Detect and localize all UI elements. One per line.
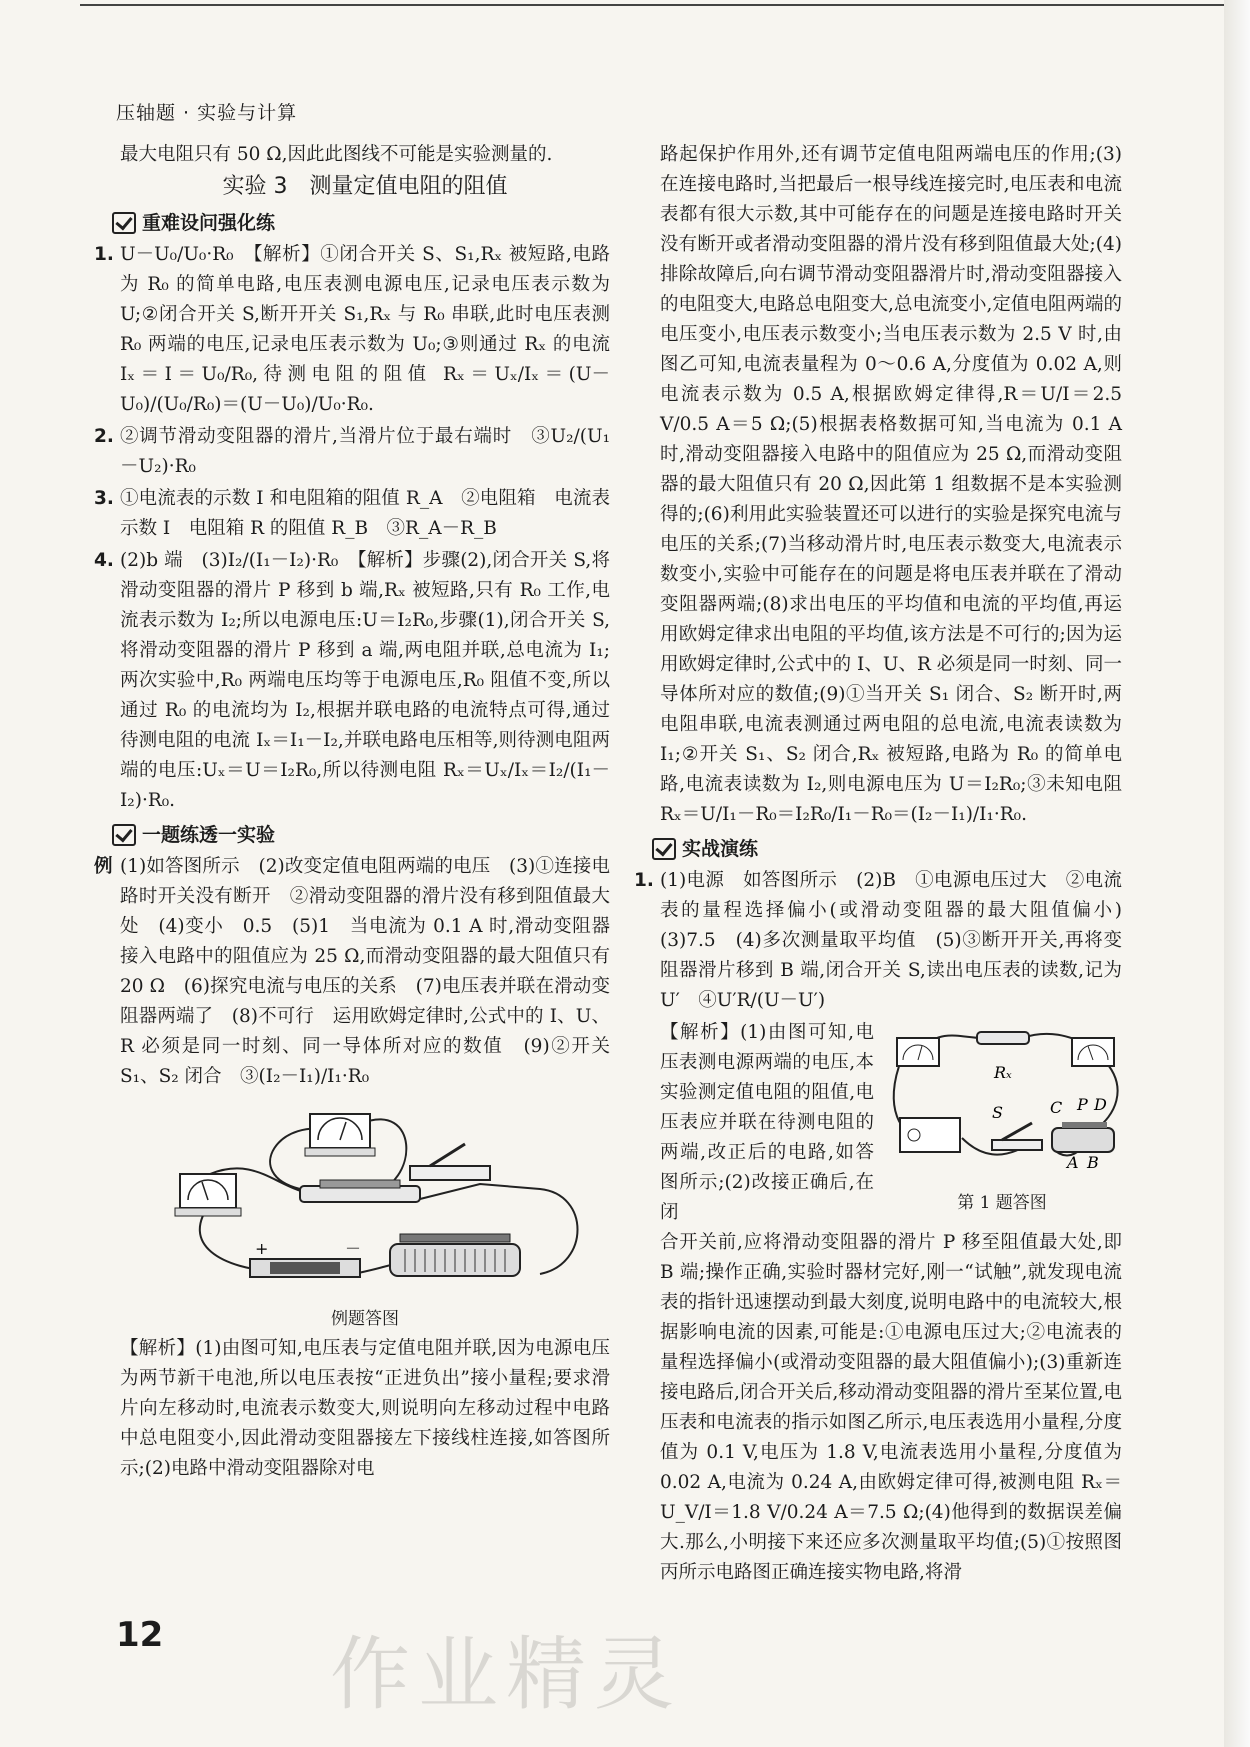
top-rule xyxy=(80,4,1240,6)
continued-text: 路起保护作用外,还有调节定值电阻两端电压的作用;(3)在连接电路时,当把最后一根导线连接完时,电压表和电流表都有很大示数,其中可能存在的问题是连接电路时开关没有断开或者滑动变阻器的滑片没有移到阻值最大处;(4)排除故障后,向右调节滑动变阻器滑片时,滑动变阻器接入的电阻变大,电路总电阻变大,总电流变小,定值电阻两端的电压变小,电压表示数变小;当电压表示数为 2.5 V 时,由图乙可知,电流表量程为 0～0.6 A,分度值为 0.02 A,则电流表示数为 0.5 A,根据欧姆定律得,R＝U/I＝2.5 V/0.5 A＝5 Ω;(5)根据表格数据可知,当电流为 0.1 A 时,滑动变阻器接入电路中的阻值应为 25 Ω,而滑动变阻器的最大阻值只有 20 Ω,因此第 1 组数据不是本实验测得的;(6)利用此实验装置还可以进行的实验是探究电流与电压的关系;(7)当移动滑片时,电压表示数变大,电流表示数变小,实验中可能存在的问题是将电压表并联在了滑动变阻器两端;(8)求出电压的平均值和电流的平均值,再运用欧姆定律求出电阻的平均值,该方法是不可行的;因为运用欧姆定律时,公式中的 I、U、R 必须是同一时刻、同一导体所对应的数值;(9)①当开关 S₁ 闭合、S₂ 断开时,两电阻串联,电流表测通过两电阻的总电流,电流表读数为 I₁;②开关 S₁、S₂ 闭合,Rₓ 被短路,电路为 R₀ 的简单电路,电流表读数为 I₂,则电源电压为 U＝I₂R₀;③未知电阻 Rₓ＝U/I₁－R₀＝I₂R₀/I₁－R₀＝(I₂－I₁)/I₁·R₀. xyxy=(660,144,1122,825)
section-heading-label: 重难设问强化练 xyxy=(142,212,276,234)
battery-plus-label: + xyxy=(255,1239,269,1258)
answer-item-2 xyxy=(94,422,610,482)
analysis-text-a: 【解析】(1)由图可知,电压表测电源两端的电压,本实验测定值电阻的阻值,电压表应并联在待测电阻的两端,改正后的电路,如答图所示;(2)改接正确后,在闭 xyxy=(660,1022,874,1223)
item-text: (2)b 端 (3)I₂/(I₁－I₂)·R₀ 【解析】步骤(2),闭合开关 S,将滑动变阻器的滑片 P 移到 b 端,Rₓ 被短路,只有 R₀ 工作,电流表示数为 I₂;所以电源电压:U＝I₂R₀,步骤(1),闭合开关 S,将滑动变阻器的滑片 P 移到 a 端,两电阻并联,总电流为 I₁;两次实验中,R₀ 两端电压均等于电源电压,R₀ 阻值不变,所以通过 R₀ 的电流均为 I₂,根据并联电路的电流特点可得,通过待测电阻的电流 Iₓ＝I₁－I₂,并联电路电压相等,则待测电阻两端的电压:Uₓ＝U＝I₂R₀,所以待测电阻 Rₓ＝Uₓ/Iₓ＝I₂/(I₁－I₂)·R₀. xyxy=(120,550,610,811)
switch-icon xyxy=(410,1144,490,1180)
section-heading-2 xyxy=(112,820,610,850)
item-number: 1. xyxy=(634,870,654,891)
checkbox-icon xyxy=(652,838,676,860)
right-column xyxy=(634,140,1141,1588)
example-figure xyxy=(120,1094,610,1334)
running-header: 压轴题 · 实验与计算 xyxy=(116,102,298,124)
a-label: A xyxy=(1067,1153,1079,1172)
b-label: B xyxy=(1087,1153,1099,1172)
item-text: (1)电源 如答图所示 (2)B ①电源电压过大 ②电流表的量程选择偏小(或滑动变阻器的最大阻值偏小) (3)7.5 (4)多次测量取平均值 (5)③断开开关,再将变阻器滑片移到 B 端,闭合开关 S,读出电压表的读数,记为 U′ ④U′R/(U－U′) xyxy=(660,870,1141,1011)
section-title: 实验 3 测量定值电阻的阻值 xyxy=(222,174,508,199)
section-heading-label: 一题练透一实验 xyxy=(142,824,276,846)
battery-minus-label: － xyxy=(345,1239,362,1258)
checkbox-icon xyxy=(112,212,136,234)
item-text: ②调节滑动变阻器的滑片,当滑片位于最右端时 ③U₂/(U₁－U₂)·R₀ xyxy=(120,426,610,477)
d-label: D xyxy=(1094,1095,1107,1114)
s-label: S xyxy=(992,1103,1003,1122)
voltmeter-icon xyxy=(897,1038,939,1066)
circuit-diagram-example xyxy=(120,1094,610,1294)
power-supply-icon xyxy=(900,1118,960,1152)
intro-text: 最大电阻只有 50 Ω,因此此图线不可能是实验测量的. xyxy=(120,144,553,165)
c-label: C xyxy=(1050,1098,1063,1117)
section-heading-3 xyxy=(652,834,1122,864)
analysis-text: 【解析】(1)由图可知,电压表与定值电阻并联,因为电源电压为两节新干电池,所以电压表按“正进负出”接小量程;要求滑片向左移动时,电流表示数变大,则说明向左移动过程中电路中总电阻变小,因此滑动变阻器接左下接线柱连接,如答图所示;(2)电路中滑动变阻器除对电 xyxy=(120,1338,610,1479)
analysis-text-b: 合开关前,应将滑动变阻器的滑片 P 移至阻值最大处,即 B 端;操作正确,实验时器材完好,刚一“试触”,就发现电流表的指针迅速摆动到最大刻度,说明电路中的电流较大,根据影响电流的因素,可能是:①电源电压过大;②电流表的量程选择偏小(或滑动变阻器的最大阻值偏小);(3)重新连接电路后,闭合开关后,移动滑动变阻器的滑片至某位置,电压表和电流表的指示如图乙所示,电压表选用小量程,分度值为 0.1 V,电压为 1.8 V,电流表选用小量程,分度值为 0.02 A,电流为 0.24 A,由欧姆定律可得,被测电阻 Rₓ＝U_V/I＝1.8 V/0.24 A＝7.5 Ω;(4)他得到的数据误差偏大.那么,小明接下来还应多次测量取平均值;(5)①按照图丙所示电路图正确连接实物电路,将滑 xyxy=(660,1232,1122,1583)
figure-caption: 第 1 题答图 xyxy=(957,1193,1047,1213)
watermark: 作业精灵 xyxy=(330,1628,682,1721)
item-text: ①电流表的示数 I 和电阻箱的阻值 R_A ②电阻箱 电流表示数 I 电阻箱 R 的阻值 R_B ③R_A－R_B xyxy=(120,488,610,539)
p-label: P xyxy=(1077,1095,1088,1114)
voltmeter-icon xyxy=(305,1114,375,1156)
item-number: 2. xyxy=(94,426,114,447)
resistor-icon xyxy=(977,1032,1029,1044)
page-edge xyxy=(1224,0,1250,1747)
item-number: 3. xyxy=(94,488,114,509)
ammeter-icon xyxy=(175,1174,241,1216)
section-heading-1 xyxy=(112,208,610,238)
example-label: 例 xyxy=(94,856,113,877)
checkbox-icon xyxy=(112,824,136,846)
item-number: 4. xyxy=(94,550,114,571)
resistor-icon xyxy=(300,1180,420,1202)
answer-item-3 xyxy=(94,484,610,544)
rheostat-icon xyxy=(390,1234,520,1276)
left-column xyxy=(94,140,610,1484)
practice-figure xyxy=(882,1018,1122,1228)
rheostat-icon xyxy=(1052,1122,1114,1152)
analysis-with-figure xyxy=(660,1018,1122,1228)
answer-item-1 xyxy=(94,240,610,420)
example-item xyxy=(94,852,610,1092)
item-number: 1. xyxy=(94,244,114,265)
rx-label: Rₓ xyxy=(994,1063,1012,1082)
figure-caption: 例题答图 xyxy=(331,1309,399,1329)
section-heading-label: 实战演练 xyxy=(682,838,759,860)
battery-icon xyxy=(250,1239,361,1277)
ammeter-icon xyxy=(1072,1038,1114,1066)
item-text: U－U₀/U₀·R₀ 【解析】①闭合开关 S、S₁,Rₓ 被短路,电路为 R₀ 的简单电路,电压表测电源电压,记录电压表示数为 U;②闭合开关 S,断开开关 S₁,Rₓ 与 R₀ 串联,此时电压表测 R₀ 两端的电压,记录电压表示数为 U₀;③则通过 Rₓ 的电流 Iₓ＝I＝U₀/R₀,待测电阻的阻值 Rₓ＝Uₓ/Iₓ＝(U－U₀)/(U₀/R₀)＝(U－U₀)/U₀·R₀. xyxy=(120,244,610,415)
circuit-diagram-practice xyxy=(882,1018,1122,1178)
practice-item-1 xyxy=(634,866,1141,1016)
answer-item-4 xyxy=(94,546,610,816)
page-number: 12 xyxy=(116,1615,164,1655)
switch-icon xyxy=(992,1123,1042,1150)
item-text: (1)如答图所示 (2)改变定值电阻两端的电压 (3)①连接电路时开关没有断开 ②滑动变阻器的滑片没有移到阻值最大处 (4)变小 0.5 (5)1 当电流为 0.1 A 时,滑动变阻器接入电路中的阻值应为 25 Ω,而滑动变阻器的最大阻值只有 20 Ω (6)探究电流与电压的关系 (7)电压表并联在滑动变阻器两端了 (8)不可行 运用欧姆定律时,公式中的 I、U、R 必须是同一时刻、同一导体所对应的数值 (9)②开关 S₁、S₂ 闭合 ③(I₂－I₁)/I₁·R₀ xyxy=(120,856,610,1087)
